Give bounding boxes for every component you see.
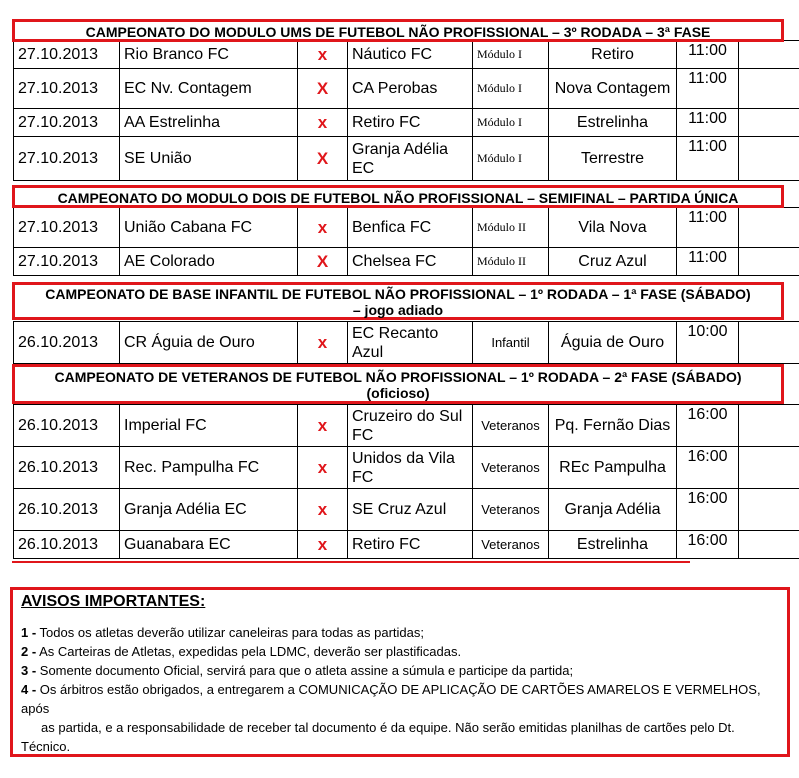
kickoff-time: 16:00 xyxy=(677,405,739,447)
notices-title: AVISOS IMPORTANTES: xyxy=(21,593,206,610)
home-team: União Cabana FC xyxy=(120,208,298,248)
kickoff-time: 10:00 xyxy=(677,322,739,364)
match-row xyxy=(14,41,799,69)
versus-mark: X xyxy=(298,69,348,109)
notice-text: Somente documento Oficial, servirá para que o atleta assine a súmula e participe da partida; xyxy=(36,663,574,678)
venue: Granja Adélia xyxy=(549,489,677,531)
match-row xyxy=(14,447,799,489)
empty-cell xyxy=(739,208,799,248)
table-bottom-rule xyxy=(12,561,690,563)
important-notices xyxy=(10,587,790,757)
venue: Terrestre xyxy=(549,137,677,181)
versus-mark: x xyxy=(298,208,348,248)
match-row xyxy=(14,405,799,447)
empty-cell xyxy=(739,137,799,181)
match-date: 26.10.2013 xyxy=(14,322,120,364)
match-date: 26.10.2013 xyxy=(14,405,120,447)
notice-number: 2 - xyxy=(21,644,37,659)
match-table xyxy=(13,404,799,559)
notice-item xyxy=(21,680,779,718)
match-date: 26.10.2013 xyxy=(14,531,120,559)
home-team: Rio Branco FC xyxy=(120,41,298,69)
notice-number: 3 - xyxy=(21,663,37,678)
match-row xyxy=(14,109,799,137)
notice-continuation xyxy=(21,718,779,756)
kickoff-time: 11:00 xyxy=(677,41,739,69)
module-label: Infantil xyxy=(473,322,549,364)
empty-cell xyxy=(739,322,799,364)
away-team: Granja Adélia EC xyxy=(348,137,473,181)
venue: Estrelinha xyxy=(549,109,677,137)
match-table xyxy=(13,207,799,276)
match-date: 26.10.2013 xyxy=(14,489,120,531)
empty-cell xyxy=(739,248,799,276)
section-title: CAMPEONATO DO MODULO DOIS DE FUTEBOL NÃO PROFISSIONAL – SEMIFINAL – PARTIDA ÚNICA xyxy=(57,190,739,206)
module-label: Módulo II xyxy=(473,248,549,276)
module-label: Veteranos xyxy=(473,405,549,447)
notice-number: 4 - xyxy=(21,682,37,697)
empty-cell xyxy=(739,41,799,69)
venue: Vila Nova xyxy=(549,208,677,248)
home-team: Guanabara EC xyxy=(120,531,298,559)
home-team: AA Estrelinha xyxy=(120,109,298,137)
notice-text: Os árbitros estão obrigados, a entregarem a COMUNICAÇÃO DE APLICAÇÃO DE CARTÕES AMARELOS E VERMELHOS, após xyxy=(21,682,761,716)
module-label: Veteranos xyxy=(473,489,549,531)
notice-text: As Carteiras de Atletas, expedidas pela LDMC, deverão ser plastificadas. xyxy=(36,644,462,659)
section-subtitle: (oficioso) xyxy=(366,385,430,401)
versus-mark: x xyxy=(298,489,348,531)
empty-cell xyxy=(739,109,799,137)
versus-mark: x xyxy=(298,322,348,364)
match-date: 27.10.2013 xyxy=(14,109,120,137)
match-row xyxy=(14,489,799,531)
section-header xyxy=(12,364,784,404)
versus-mark: x xyxy=(298,41,348,69)
match-row xyxy=(14,531,799,559)
section-header xyxy=(12,185,784,208)
empty-cell xyxy=(739,531,799,559)
match-date: 27.10.2013 xyxy=(14,41,120,69)
match-date: 27.10.2013 xyxy=(14,248,120,276)
section-title: CAMPEONATO DE VETERANOS DE FUTEBOL NÃO PROFISSIONAL – 1º RODADA – 2ª FASE (SÁBADO) xyxy=(54,369,742,385)
section-header xyxy=(12,19,784,42)
empty-cell xyxy=(739,405,799,447)
module-label: Veteranos xyxy=(473,447,549,489)
section-header xyxy=(12,282,784,320)
away-team: Chelsea FC xyxy=(348,248,473,276)
module-label: Módulo I xyxy=(473,109,549,137)
venue: Cruz Azul xyxy=(549,248,677,276)
section-title: CAMPEONATO DO MODULO UMS DE FUTEBOL NÃO PROFISSIONAL – 3º RODADA – 3ª FASE xyxy=(85,24,711,40)
match-table xyxy=(13,40,799,181)
away-team: Unidos da Vila FC xyxy=(348,447,473,489)
empty-cell xyxy=(739,489,799,531)
module-label: Módulo I xyxy=(473,41,549,69)
home-team: SE União xyxy=(120,137,298,181)
versus-mark: x xyxy=(298,447,348,489)
home-team: AE Colorado xyxy=(120,248,298,276)
venue: Nova Contagem xyxy=(549,69,677,109)
venue: REc Pampulha xyxy=(549,447,677,489)
match-date: 26.10.2013 xyxy=(14,447,120,489)
match-row xyxy=(14,137,799,181)
notice-item xyxy=(21,623,779,642)
versus-mark: x xyxy=(298,405,348,447)
away-team: Benfica FC xyxy=(348,208,473,248)
kickoff-time: 11:00 xyxy=(677,248,739,276)
match-date: 27.10.2013 xyxy=(14,137,120,181)
kickoff-time: 16:00 xyxy=(677,531,739,559)
home-team: EC Nv. Contagem xyxy=(120,69,298,109)
away-team: CA Perobas xyxy=(348,69,473,109)
match-date: 27.10.2013 xyxy=(14,208,120,248)
match-row xyxy=(14,248,799,276)
match-row xyxy=(14,208,799,248)
away-team: Náutico FC xyxy=(348,41,473,69)
module-label: Módulo II xyxy=(473,208,549,248)
home-team: Granja Adélia EC xyxy=(120,489,298,531)
notice-text: Todos os atletas deverão utilizar caneleiras para todas as partidas; xyxy=(36,625,424,640)
versus-mark: x xyxy=(298,109,348,137)
away-team: EC Recanto Azul xyxy=(348,322,473,364)
kickoff-time: 16:00 xyxy=(677,489,739,531)
home-team: Imperial FC xyxy=(120,405,298,447)
notice-number: 1 - xyxy=(21,625,37,640)
versus-mark: x xyxy=(298,531,348,559)
match-row xyxy=(14,69,799,109)
match-date: 27.10.2013 xyxy=(14,69,120,109)
venue: Águia de Ouro xyxy=(549,322,677,364)
away-team: SE Cruz Azul xyxy=(348,489,473,531)
home-team: Rec. Pampulha FC xyxy=(120,447,298,489)
section-subtitle: – jogo adiado xyxy=(352,302,444,318)
versus-mark: X xyxy=(298,248,348,276)
home-team: CR Águia de Ouro xyxy=(120,322,298,364)
empty-cell xyxy=(739,447,799,489)
section-title: CAMPEONATO DE BASE INFANTIL DE FUTEBOL NÃO PROFISSIONAL – 1º RODADA – 1ª FASE (SÁBADO) xyxy=(45,286,751,302)
away-team: Retiro FC xyxy=(348,109,473,137)
empty-cell xyxy=(739,69,799,109)
venue: Retiro xyxy=(549,41,677,69)
kickoff-time: 11:00 xyxy=(677,109,739,137)
module-label: Módulo I xyxy=(473,69,549,109)
notices-spacer xyxy=(21,611,779,623)
notice-item xyxy=(21,642,779,661)
versus-mark: X xyxy=(298,137,348,181)
venue: Estrelinha xyxy=(549,531,677,559)
notice-continuation-text: as partida, e a responsabilidade de receber tal documento é da equipe. Não serão emitidas planilhas de cartões pelo Dt. Técnico. xyxy=(21,720,735,754)
module-label: Veteranos xyxy=(473,531,549,559)
kickoff-time: 11:00 xyxy=(677,208,739,248)
notice-item xyxy=(21,661,779,680)
away-team: Cruzeiro do Sul FC xyxy=(348,405,473,447)
kickoff-time: 16:00 xyxy=(677,447,739,489)
kickoff-time: 11:00 xyxy=(677,69,739,109)
match-row xyxy=(14,322,799,364)
match-table xyxy=(13,321,799,364)
away-team: Retiro FC xyxy=(348,531,473,559)
module-label: Módulo I xyxy=(473,137,549,181)
venue: Pq. Fernão Dias xyxy=(549,405,677,447)
kickoff-time: 11:00 xyxy=(677,137,739,181)
